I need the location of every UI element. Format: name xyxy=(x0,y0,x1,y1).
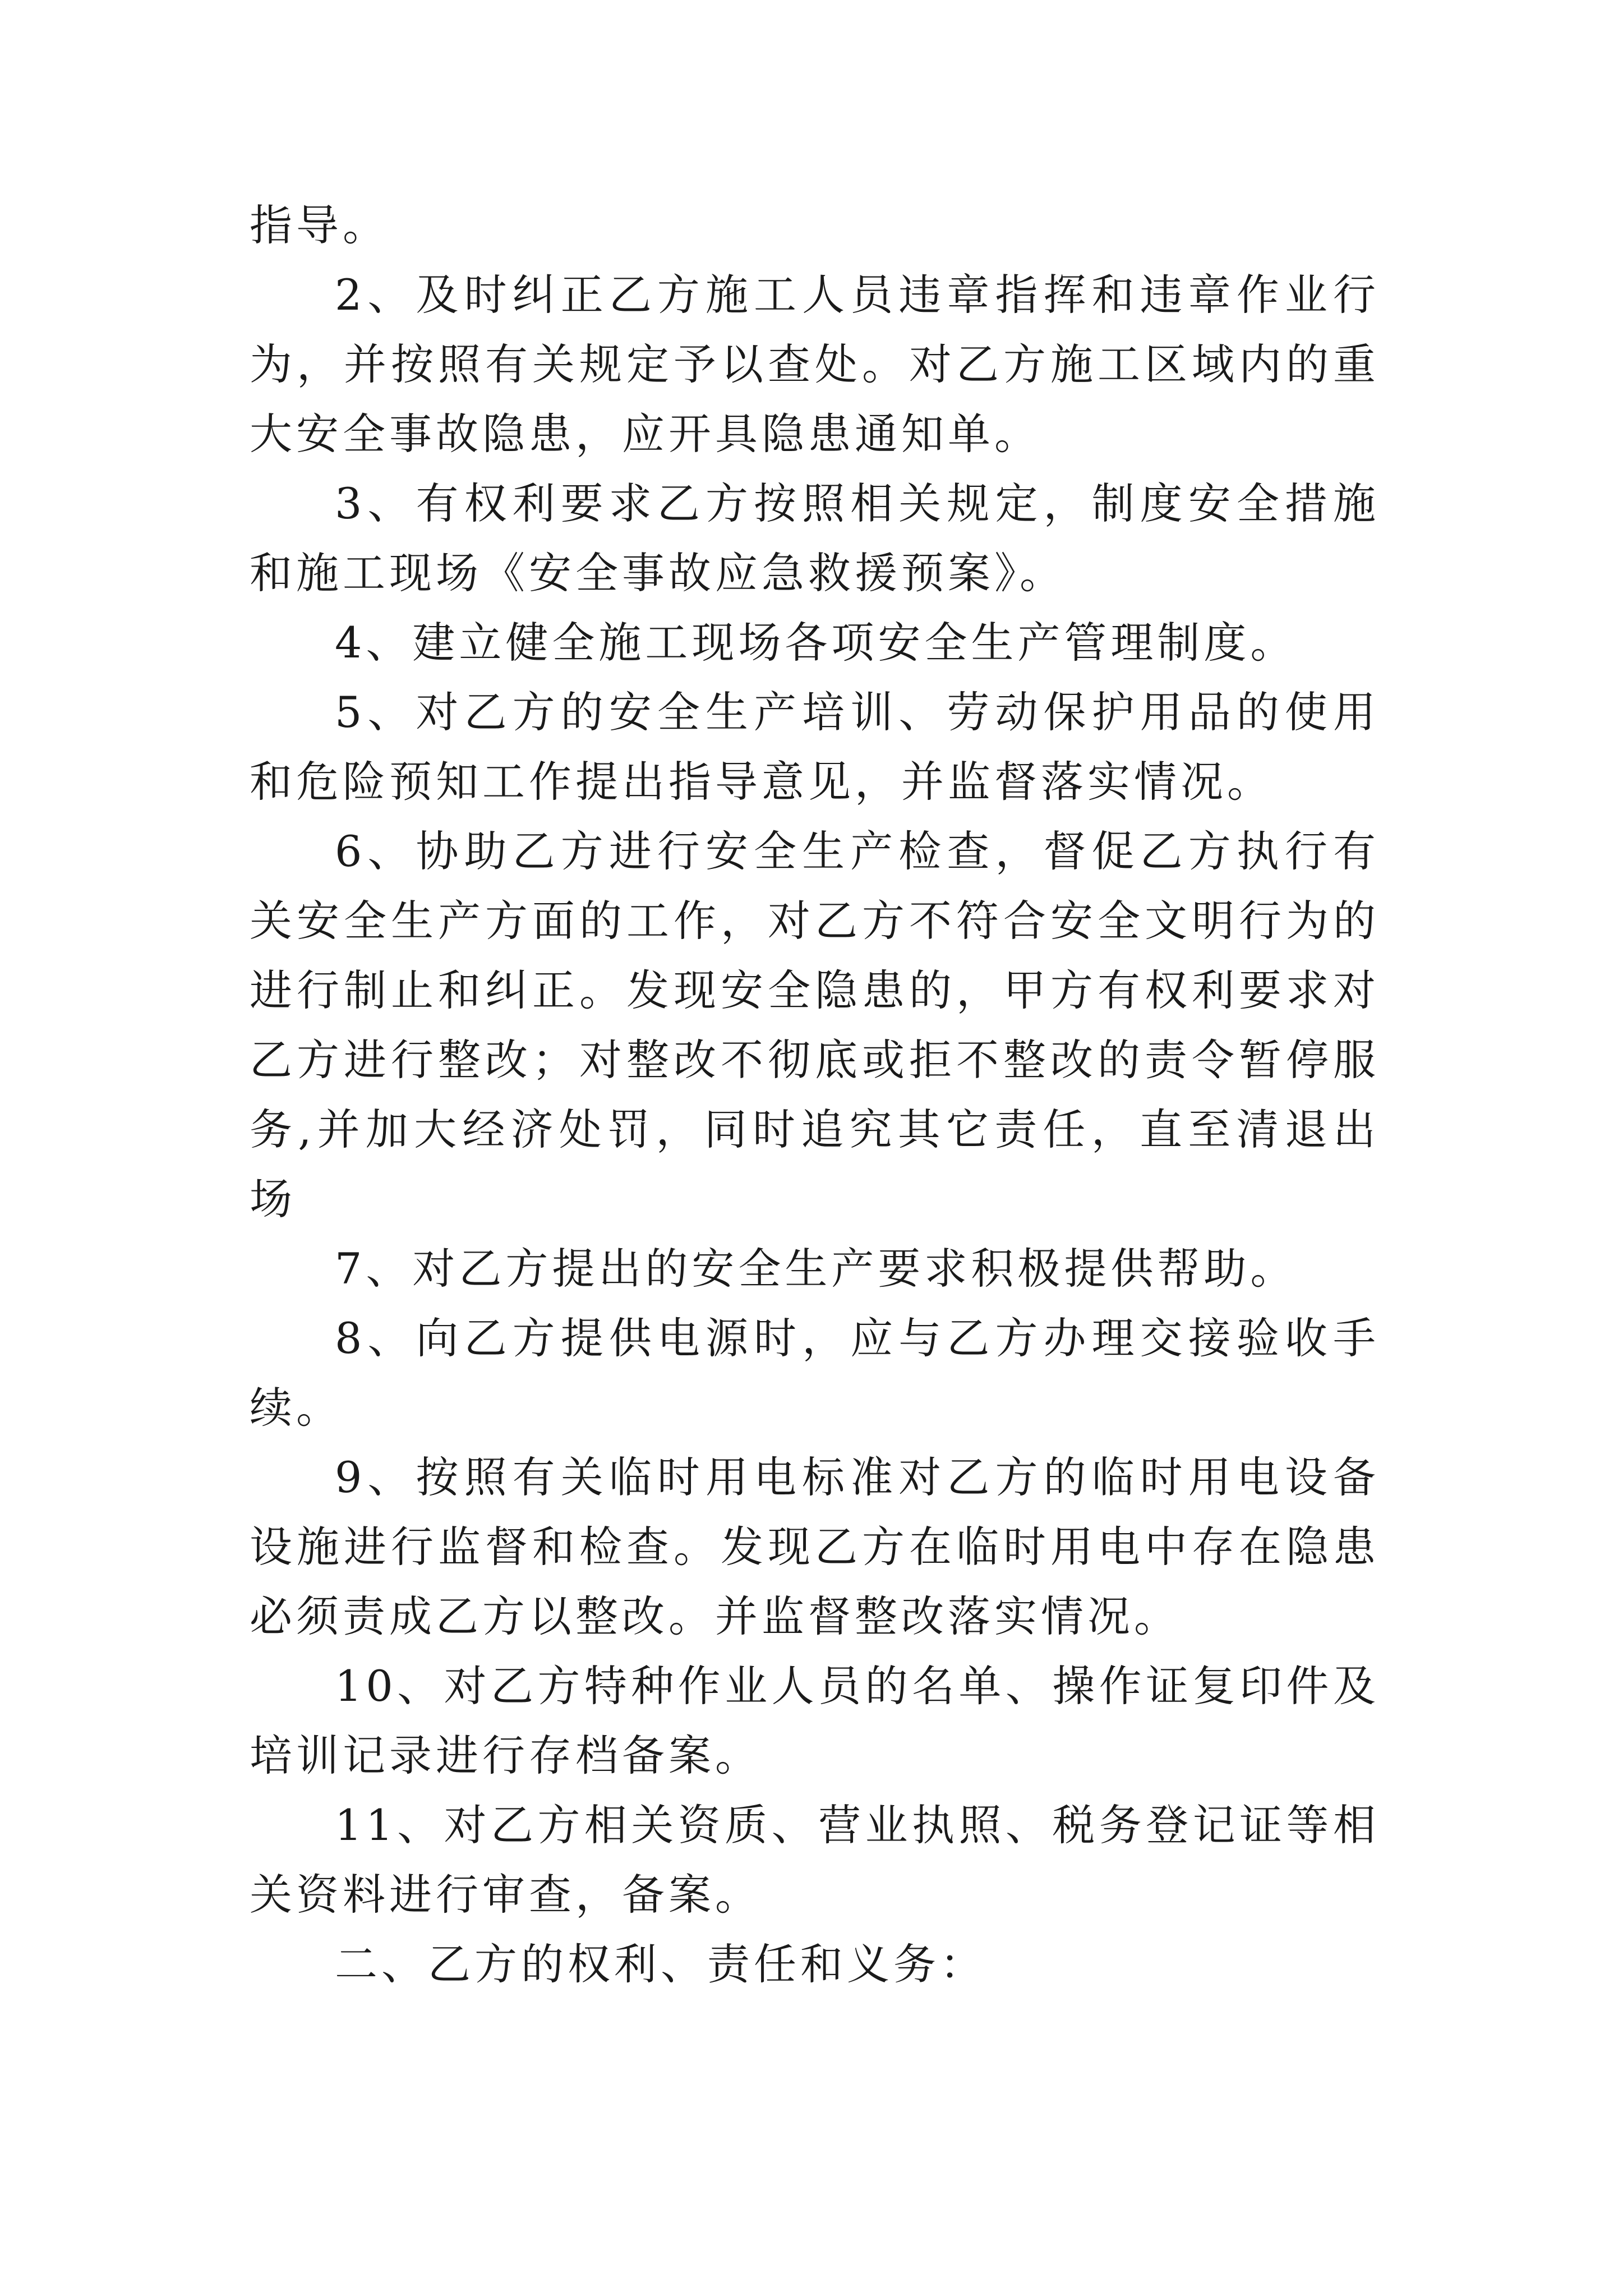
paragraph: 2、及时纠正乙方施工人员违章指挥和违章作业行为，并按照有关规定予以查处。对乙方施工区域内的重大安全事故隐患，应开具隐患通知单。 xyxy=(250,270,1380,459)
paragraph: 3、有权利要求乙方按照相关规定，制度安全措施和施工现场《安全事故应急救援预案》。 xyxy=(250,478,1380,598)
paragraph: 10、对乙方特种作业人员的名单、操作证复印件及培训记录进行存档备案。 xyxy=(250,1661,1380,1780)
paragraph: 9、按照有关临时用电标准对乙方的临时用电设备设施进行监督和检查。发现乙方在临时用电中存在隐患必须责成乙方以整改。并监督整改落实情况。 xyxy=(250,1452,1380,1641)
paragraph: 指导。 xyxy=(250,200,389,250)
paragraph: 5、对乙方的安全生产培训、劳动保护用品的使用和危险预知工作提出指导意见，并监督落实情况。 xyxy=(250,687,1380,807)
paragraph: 7、对乙方提出的安全生产要求积极提供帮助。 xyxy=(335,1244,1297,1294)
paragraph: 4、建立健全施工现场各项安全生产管理制度。 xyxy=(335,618,1297,668)
paragraph: 6、协助乙方进行安全生产检查，督促乙方执行有关安全生产方面的工作，对乙方不符合安全文明行为的进行制止和纠正。发现安全隐患的，甲方有权利要求对乙方进行整改；对整改不彻底或拒不整改的责令暂停服务,并加大经济处罚，同时追究其它责任，直至清退出场 xyxy=(250,826,1380,1224)
section-heading: 二、乙方的权利、责任和义务： xyxy=(335,1939,986,1989)
paragraph: 11、对乙方相关资质、营业执照、税务登记证等相关资料进行审查，备案。 xyxy=(250,1800,1380,1920)
document-body xyxy=(250,191,1380,1999)
paragraph: 8、向乙方提供电源时，应与乙方办理交接验收手续。 xyxy=(250,1313,1380,1433)
